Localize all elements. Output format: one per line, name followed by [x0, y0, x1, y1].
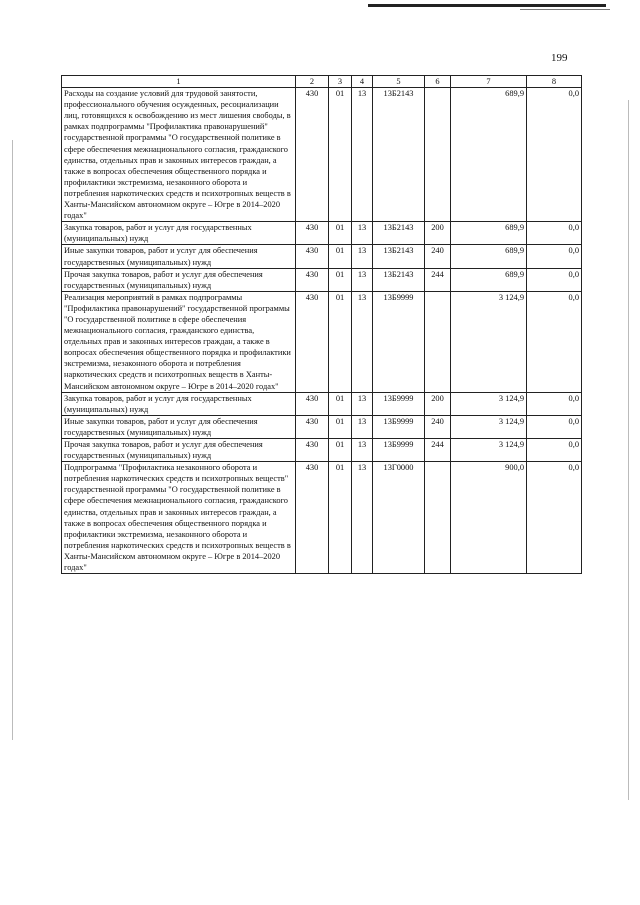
row-code-admin: 430	[296, 439, 329, 462]
col-header: 7	[451, 76, 527, 88]
row-code-expense-type	[425, 462, 451, 574]
row-code-target: 13Б2143	[373, 88, 425, 222]
row-amount-secondary: 0,0	[527, 462, 582, 574]
row-code-target: 13Б9999	[373, 291, 425, 392]
row-amount-secondary: 0,0	[527, 88, 582, 222]
table-row	[62, 439, 582, 462]
row-code-section: 01	[329, 392, 352, 415]
table-row	[62, 415, 582, 438]
scan-edge-mark	[368, 4, 606, 7]
table-row	[62, 222, 582, 245]
col-header: 4	[352, 76, 373, 88]
row-code-expense-type: 244	[425, 439, 451, 462]
row-description: Реализация мероприятий в рамках подпрограммы "Профилактика правонарушений" государственной программы "О государственной политике в сфере обеспечения межнационального согласия, гражданского единства, отдельных прав и законных интересов граждан, а также в вопросах обеспечения общественного порядка и профилактики экстремизма, незаконного оборота и потребления наркотических средств и психотропных веществ в Ханты-Мансийском автономном округе – Югре в 2014–2020 годах"	[62, 291, 296, 392]
col-header: 5	[373, 76, 425, 88]
row-description: Закупка товаров, работ и услуг для государственных (муниципальных) нужд	[62, 392, 296, 415]
row-code-target: 13Г0000	[373, 462, 425, 574]
col-header: 3	[329, 76, 352, 88]
row-code-target: 13Б2143	[373, 245, 425, 268]
table-row	[62, 392, 582, 415]
row-code-admin: 430	[296, 291, 329, 392]
row-code-subsection: 13	[352, 222, 373, 245]
row-description: Закупка товаров, работ и услуг для государственных (муниципальных) нужд	[62, 222, 296, 245]
row-amount: 689,9	[451, 245, 527, 268]
row-code-section: 01	[329, 291, 352, 392]
scan-edge-mark	[520, 9, 610, 10]
row-description: Прочая закупка товаров, работ и услуг для обеспечения государственных (муниципальных) нужд	[62, 268, 296, 291]
row-code-subsection: 13	[352, 392, 373, 415]
row-code-section: 01	[329, 245, 352, 268]
row-amount-secondary: 0,0	[527, 439, 582, 462]
row-description: Прочая закупка товаров, работ и услуг для обеспечения государственных (муниципальных) нужд	[62, 439, 296, 462]
row-code-target: 13Б9999	[373, 392, 425, 415]
col-header: 8	[527, 76, 582, 88]
row-code-subsection: 13	[352, 462, 373, 574]
row-code-subsection: 13	[352, 245, 373, 268]
row-code-expense-type	[425, 291, 451, 392]
row-code-target: 13Б2143	[373, 268, 425, 291]
row-code-expense-type: 244	[425, 268, 451, 291]
row-code-admin: 430	[296, 222, 329, 245]
row-code-section: 01	[329, 88, 352, 222]
row-code-subsection: 13	[352, 88, 373, 222]
table-row	[62, 245, 582, 268]
row-code-admin: 430	[296, 88, 329, 222]
row-code-subsection: 13	[352, 439, 373, 462]
row-code-expense-type: 200	[425, 392, 451, 415]
table-row	[62, 291, 582, 392]
row-code-subsection: 13	[352, 291, 373, 392]
row-amount-secondary: 0,0	[527, 222, 582, 245]
row-code-target: 13Б2143	[373, 222, 425, 245]
row-code-admin: 430	[296, 415, 329, 438]
row-code-admin: 430	[296, 392, 329, 415]
table-row	[62, 268, 582, 291]
row-amount-secondary: 0,0	[527, 268, 582, 291]
page-number: 199	[551, 52, 568, 64]
row-amount: 3 124,9	[451, 415, 527, 438]
header-row	[62, 76, 582, 88]
row-amount-secondary: 0,0	[527, 245, 582, 268]
row-code-admin: 430	[296, 462, 329, 574]
row-code-admin: 430	[296, 268, 329, 291]
col-header: 1	[62, 76, 296, 88]
row-amount: 3 124,9	[451, 392, 527, 415]
row-amount: 900,0	[451, 462, 527, 574]
row-code-section: 01	[329, 415, 352, 438]
row-code-target: 13Б9999	[373, 439, 425, 462]
row-code-expense-type	[425, 88, 451, 222]
row-code-subsection: 13	[352, 268, 373, 291]
row-amount-secondary: 0,0	[527, 291, 582, 392]
row-code-expense-type: 200	[425, 222, 451, 245]
row-description: Расходы на создание условий для трудовой занятости, профессионального обучения осужденных, ресоциализации лиц, готовящихся к освобождению из мест лишения свободы, в рамках подпрограммы "Профилактика правонарушений" государственной программы "О государственной политике в сфере обеспечения межнационального согласия, гражданского единства, отдельных прав и законных интересов граждан, а также в вопросах обеспечения общественного порядка и профилактики экстремизма, незаконного оборота и потребления наркотических средств и психотропных веществ в Ханты-Мансийском автономном округе – Югре в 2014–2020 годах"	[62, 88, 296, 222]
row-code-subsection: 13	[352, 415, 373, 438]
scan-edge-mark	[12, 140, 13, 740]
row-code-section: 01	[329, 222, 352, 245]
row-code-section: 01	[329, 439, 352, 462]
row-amount: 3 124,9	[451, 291, 527, 392]
row-description: Подпрограмма "Профилактика незаконного оборота и потребления наркотических средств и психотропных веществ" государственной программы "О государственной политике в сфере обеспечения межнационального согласия, гражданского единства, отдельных прав и законных интересов граждан, а также в вопросах обеспечения общественного порядка и профилактики экстремизма, незаконного оборота и потребления наркотических средств и психотропных веществ в Ханты-Мансийском автономном округе – Югре в 2014–2020 годах"	[62, 462, 296, 574]
scan-edge-mark	[628, 100, 629, 800]
row-code-section: 01	[329, 268, 352, 291]
row-description: Иные закупки товаров, работ и услуг для обеспечения государственных (муниципальных) нужд	[62, 415, 296, 438]
row-code-section: 01	[329, 462, 352, 574]
row-amount-secondary: 0,0	[527, 415, 582, 438]
row-code-expense-type: 240	[425, 415, 451, 438]
budget-table	[61, 75, 582, 574]
table-row	[62, 88, 582, 222]
row-amount: 689,9	[451, 222, 527, 245]
row-code-admin: 430	[296, 245, 329, 268]
row-code-target: 13Б9999	[373, 415, 425, 438]
col-header: 2	[296, 76, 329, 88]
row-amount-secondary: 0,0	[527, 392, 582, 415]
row-amount: 689,9	[451, 88, 527, 222]
row-code-expense-type: 240	[425, 245, 451, 268]
table-row	[62, 462, 582, 574]
row-description: Иные закупки товаров, работ и услуг для обеспечения государственных (муниципальных) нужд	[62, 245, 296, 268]
col-header: 6	[425, 76, 451, 88]
row-amount: 3 124,9	[451, 439, 527, 462]
row-amount: 689,9	[451, 268, 527, 291]
